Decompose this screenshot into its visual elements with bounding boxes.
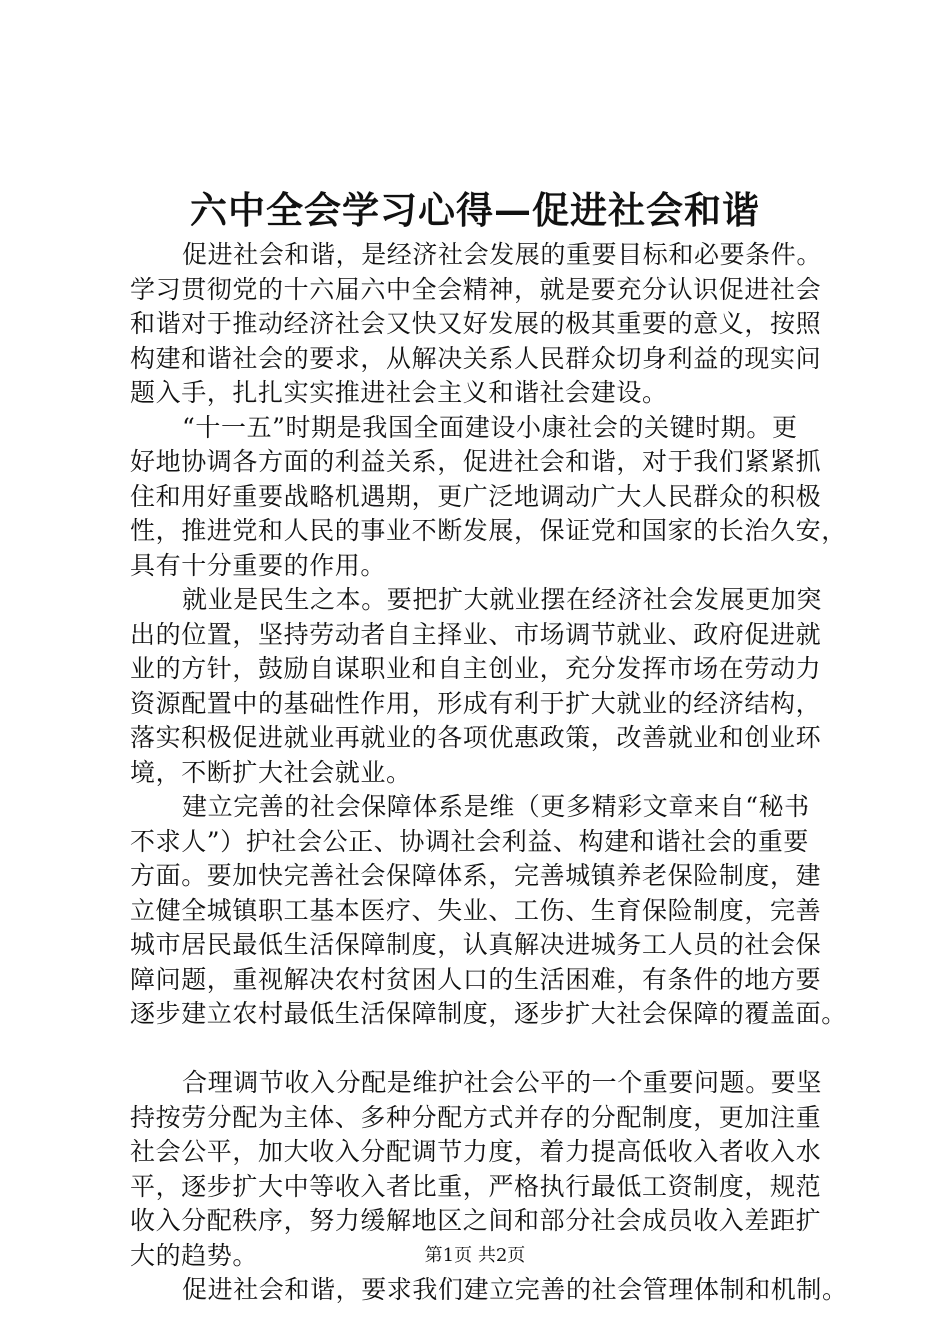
text-line: 住和用好重要战略机遇期，更广泛地调动广大人民群众的积极	[130, 481, 822, 511]
text-line: 促进社会和谐，要求我们建立完善的社会管理体制和机制。	[182, 1275, 848, 1304]
text-line: 性，推进党和人民的事业不断发展，保证党和国家的长治久安，	[130, 516, 847, 545]
text-line: 收入分配秩序，努力缓解地区之间和部分社会成员收入差距扩	[130, 1206, 822, 1235]
text-line: 不求人”）护社会公正、协调社会利益、构建和谐社会的重要	[130, 826, 809, 856]
blank-line	[130, 1032, 850, 1067]
text-line: 促进社会和谐，是经济社会发展的重要目标和必要条件。	[182, 240, 823, 269]
text-line: 障问题，重视解决农村贫困人口的生活困难，有条件的地方要	[130, 964, 822, 994]
text-line: 城市居民最低生活保障制度，认真解决进城务工人员的社会保	[130, 930, 822, 959]
text-line: “十一五”时期是我国全面建设小康社会的关键时期。更	[182, 412, 798, 442]
text-line: 构建和谐社会的要求，从解决关系人民群众切身利益的现实问	[130, 343, 822, 373]
text-line: 落实积极促进就业再就业的各项优惠政策，改善就业和创业环	[130, 723, 822, 752]
document-title: 六中全会学习心得—促进社会和谐	[190, 188, 760, 232]
text-line: 出的位置，坚持劳动者自主择业、市场调节就业、政府促进就	[130, 619, 822, 649]
text-line: 题入手，扎扎实实推进社会主义和谐社会建设。	[130, 378, 668, 407]
document-body	[130, 238, 850, 1308]
text-line: 立健全城镇职工基本医疗、失业、工伤、生育保险制度，完善	[130, 895, 822, 925]
text-line: 学习贯彻党的十六届六中全会精神，就是要充分认识促进社会	[130, 274, 822, 304]
text-line: 合理调节收入分配是维护社会公平的一个重要问题。要坚	[182, 1068, 823, 1097]
page-footer: 第1页 共2页	[424, 1245, 526, 1266]
text-line: 好地协调各方面的利益关系，促进社会和谐，对于我们紧紧抓	[130, 447, 822, 476]
text-line: 和谐对于推动经济社会又快又好发展的极其重要的意义，按照	[130, 309, 822, 338]
text-line: 社会公平，加大收入分配调节力度，着力提高低收入者收入水	[130, 1137, 822, 1166]
text-line: 方面。要加快完善社会保障体系，完善城镇养老保险制度，建	[130, 861, 822, 890]
text-line: 逐步建立农村最低生活保障制度，逐步扩大社会保障的覆盖面。	[130, 999, 847, 1028]
text-line: 具有十分重要的作用。	[130, 550, 387, 580]
text-line: 平，逐步扩大中等收入者比重，严格执行最低工资制度，规范	[130, 1171, 822, 1201]
text-line: 境，不断扩大社会就业。	[130, 757, 412, 787]
text-line: 就业是民生之本。要把扩大就业摆在经济社会发展更加突	[182, 585, 823, 614]
text-line: 资源配置中的基础性作用，形成有利于扩大就业的经济结构，	[130, 688, 822, 718]
text-line: 持按劳分配为主体、多种分配方式并存的分配制度，更加注重	[130, 1102, 822, 1132]
text-line: 业的方针，鼓励自谋职业和自主创业，充分发挥市场在劳动力	[130, 654, 822, 683]
text-line: 大的趋势。	[130, 1240, 259, 1270]
text-line: 建立完善的社会保障体系是维（更多精彩文章来自“秘书	[182, 792, 810, 821]
